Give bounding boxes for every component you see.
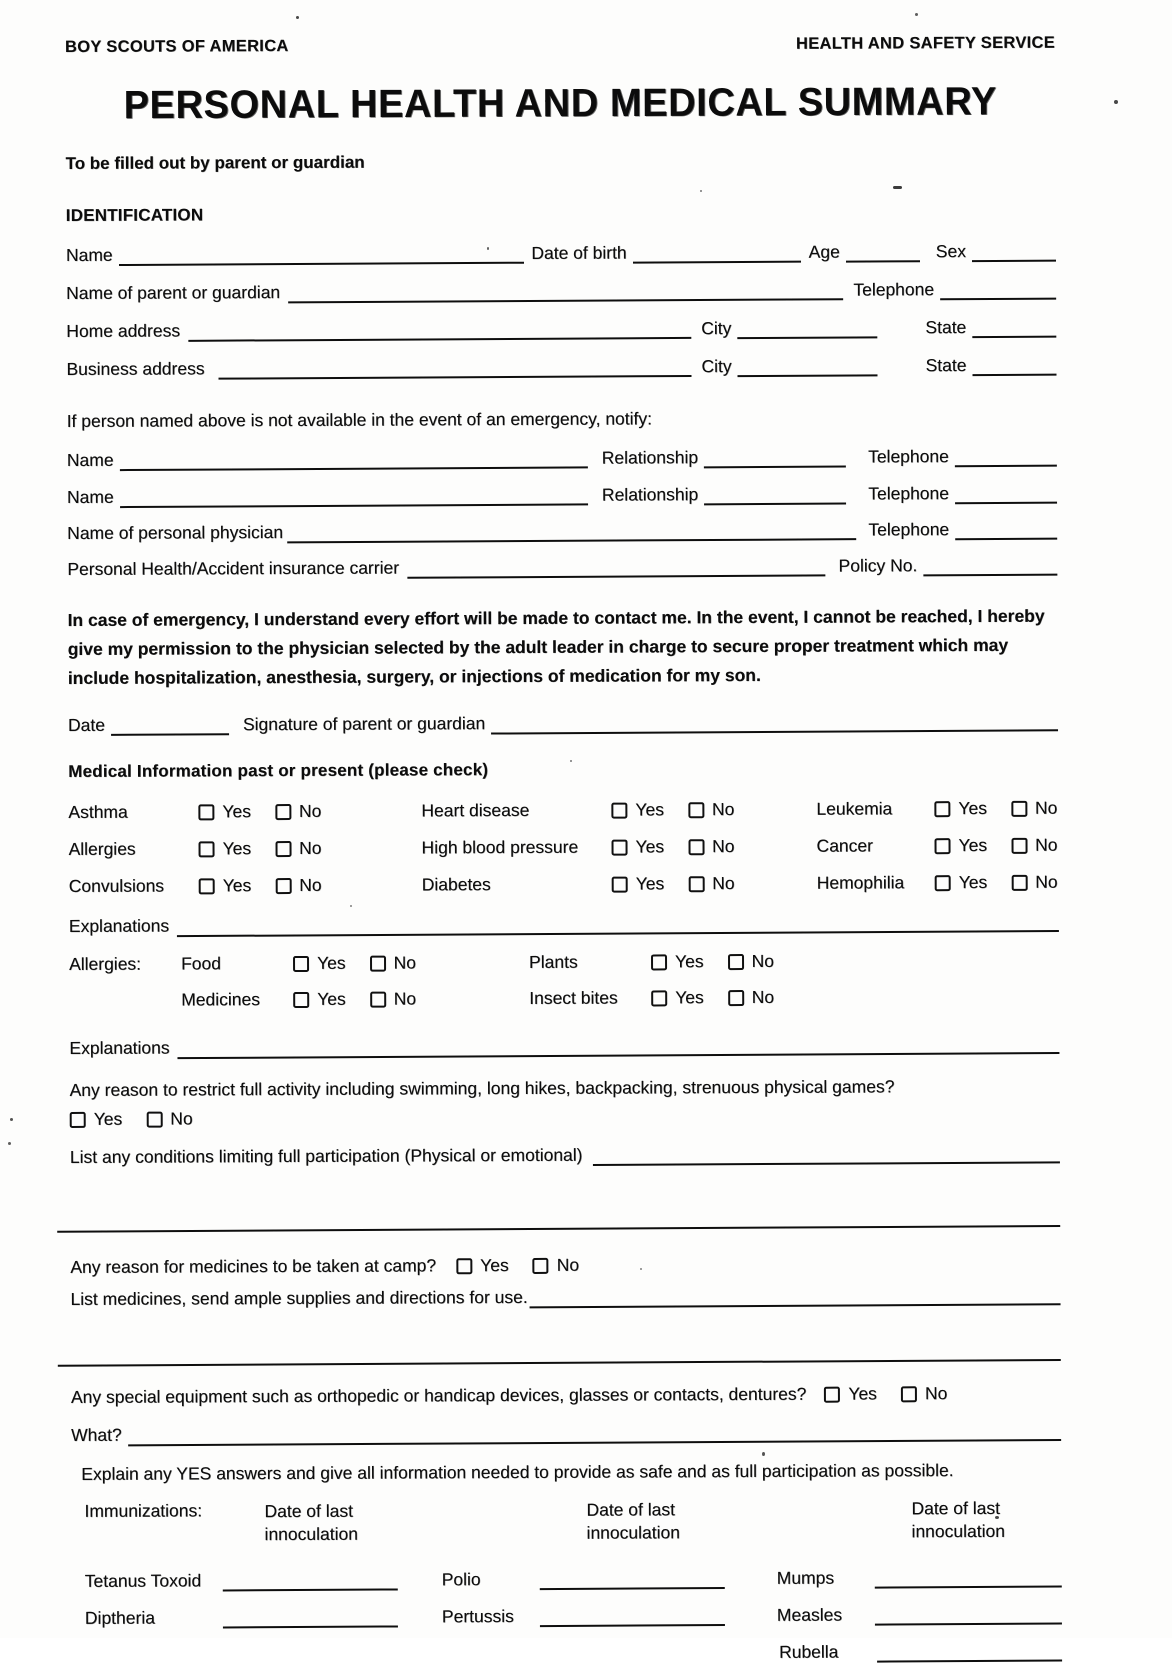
- checkbox-medicines-camp-yes[interactable]: [456, 1258, 472, 1274]
- innoculation-col-header: [264, 1499, 424, 1546]
- checkbox-equipment-no[interactable]: [901, 1386, 917, 1402]
- col-header-line1: Date of last: [264, 1500, 354, 1522]
- explain-note: Explain any YES answers and give all information needed to provide as safe and as full participation as possible.: [81, 1460, 954, 1484]
- service-name: HEALTH AND SAFETY SERVICE: [795, 33, 1056, 53]
- insurance-carrier-line[interactable]: [407, 556, 825, 578]
- immunizations-heading: Immunizations:: [84, 1500, 203, 1521]
- no-label: No: [751, 950, 775, 972]
- no-label: No: [751, 986, 775, 1008]
- equipment-question: Any special equipment such as orthopedic or handicap devices, glasses or contacts, dentures?: [70, 1383, 807, 1407]
- condition-label: Convulsions: [68, 875, 165, 896]
- yes-label: Yes: [316, 952, 346, 973]
- insurance-row: [67, 555, 1057, 580]
- immunization-label: Measles: [776, 1604, 843, 1625]
- insect-bites-yes-no: [651, 987, 774, 1009]
- age-label: Age: [808, 241, 840, 262]
- home-city-line[interactable]: [737, 318, 877, 339]
- yes-label: Yes: [93, 1108, 123, 1129]
- notify2-name-line[interactable]: [120, 485, 588, 508]
- what-line[interactable]: [128, 1421, 1062, 1446]
- no-label: No: [1035, 871, 1058, 892]
- immunization-label: Tetanus Toxoid: [84, 1570, 202, 1591]
- medicines-question-row: [70, 1253, 1060, 1278]
- no-label: No: [712, 836, 735, 857]
- parent-telephone-line[interactable]: [940, 280, 1056, 301]
- explanations-line-1[interactable]: [177, 912, 1059, 937]
- checkbox-restrict-no[interactable]: [146, 1111, 162, 1127]
- food-yes-no: [293, 952, 453, 974]
- telephone-label: Telephone: [868, 446, 949, 467]
- medical-row-1: [68, 798, 1058, 823]
- no-label: No: [1035, 834, 1058, 855]
- name-line[interactable]: [119, 244, 524, 266]
- condition-label: Leukemia: [816, 798, 893, 819]
- checkbox-cancer-yes[interactable]: [934, 838, 950, 854]
- checkbox-heart-disease-no[interactable]: [688, 802, 704, 818]
- allergy-type-label: Food: [180, 953, 221, 974]
- checkbox-equipment-yes[interactable]: [824, 1386, 840, 1402]
- immunizations-header-row: [71, 1497, 1061, 1547]
- innoculation-col-header: [586, 1498, 736, 1545]
- no-label: No: [556, 1254, 580, 1275]
- medicines-list-row: [70, 1285, 1060, 1310]
- immunization-row-2: [72, 1604, 1062, 1629]
- conditions-row: [70, 1143, 1060, 1168]
- notify-name-label: Name: [66, 449, 114, 470]
- checkbox-high-blood-pressure-yes[interactable]: [612, 839, 628, 855]
- immunization-label: Mumps: [776, 1567, 835, 1588]
- immunization-label: Diptheria: [84, 1607, 155, 1628]
- allergies-heading: Allergies:: [68, 953, 142, 974]
- immunization-label: Rubella: [779, 1641, 839, 1662]
- scan-speck: [10, 1118, 13, 1121]
- city-label: City: [701, 318, 732, 339]
- col-header-line1: Date of last: [586, 1499, 676, 1520]
- condition-label: Asthma: [68, 801, 128, 822]
- immunization-row-1: [72, 1567, 1062, 1592]
- checkbox-convulsions-yes[interactable]: [199, 878, 215, 894]
- signature-row: [68, 711, 1058, 736]
- equipment-question-row: [71, 1383, 1061, 1408]
- yes-label: Yes: [222, 801, 251, 822]
- yes-label: Yes: [317, 988, 346, 1009]
- scan-speck: [1114, 100, 1118, 104]
- condition-label: Diabetes: [421, 874, 491, 895]
- explanations-label: Explanations: [69, 1037, 170, 1058]
- diptheria-line[interactable]: [223, 1607, 398, 1628]
- home-address-row: [66, 317, 1056, 342]
- yes-label: Yes: [848, 1383, 877, 1404]
- checkbox-hemophilia-yes[interactable]: [935, 875, 951, 891]
- checkbox-insect-bites-yes[interactable]: [651, 990, 667, 1006]
- explanations-row-2: [69, 1034, 1059, 1059]
- no-label: No: [299, 874, 322, 895]
- innoculation-col-header: [911, 1497, 1005, 1543]
- sex-line[interactable]: [972, 242, 1056, 262]
- dob-label: Date of birth: [531, 242, 627, 263]
- checkbox-plants-no[interactable]: [728, 954, 744, 970]
- tetanus-line[interactable]: [223, 1570, 398, 1591]
- condition-label: Heart disease: [421, 799, 530, 821]
- state-label: State: [925, 355, 967, 376]
- notify1-relationship-line[interactable]: [704, 447, 846, 468]
- restrict-question: Any reason to restrict full activity including swimming, long hikes, backpacking, strenuous physical games?: [69, 1076, 895, 1100]
- checkbox-medicines-yes[interactable]: [293, 991, 309, 1007]
- city-label: City: [701, 356, 732, 377]
- notify1-telephone-line[interactable]: [955, 447, 1057, 468]
- col-header-line2: innoculation: [911, 1520, 1005, 1542]
- checkbox-diabetes-yes[interactable]: [612, 876, 628, 892]
- plants-yes-no: [651, 951, 774, 973]
- insurance-carrier-label: Personal Health/Accident insurance carrier: [67, 557, 400, 579]
- mumps-line[interactable]: [875, 1568, 1062, 1589]
- cancer-yes-no: [934, 835, 1057, 857]
- medicines-camp-yes-no: [456, 1255, 579, 1277]
- no-label: No: [712, 873, 735, 894]
- home-address-label: Home address: [66, 320, 181, 341]
- yes-label: Yes: [675, 987, 704, 1008]
- immunization-label: Pertussis: [441, 1606, 514, 1627]
- allergy-type-label: Plants: [528, 951, 578, 972]
- yes-label: Yes: [222, 875, 252, 896]
- org-name: BOY SCOUTS OF AMERICA: [65, 37, 289, 56]
- yes-label: Yes: [480, 1255, 509, 1276]
- yes-label: Yes: [635, 799, 664, 820]
- explanations-line-2[interactable]: [178, 1034, 1060, 1059]
- explanations-row-1: [69, 912, 1059, 937]
- equipment-yes-no: [824, 1383, 947, 1405]
- name-label: Name: [65, 244, 113, 265]
- yes-label: Yes: [674, 951, 704, 972]
- parent-name-label: Name of parent or guardian: [66, 282, 281, 303]
- physician-name-line[interactable]: [287, 520, 856, 543]
- medical-heading: Medical Information past or present (please check): [68, 760, 489, 781]
- condition-label: Allergies: [68, 838, 136, 859]
- date-label: Date: [67, 714, 106, 735]
- restrict-yes-no: [70, 1105, 1060, 1130]
- age-line[interactable]: [846, 242, 920, 262]
- explanations-label: Explanations: [68, 915, 170, 936]
- heart-disease-yes-no: [611, 799, 751, 821]
- no-label: No: [711, 799, 735, 820]
- business-state-line[interactable]: [972, 356, 1056, 376]
- checkbox-diabetes-no[interactable]: [688, 876, 704, 892]
- business-city-line[interactable]: [738, 356, 878, 377]
- no-label: No: [170, 1108, 193, 1129]
- notify-name-label: Name: [66, 486, 114, 507]
- no-label: No: [298, 800, 322, 821]
- checkbox-allergies-yes[interactable]: [199, 841, 215, 857]
- yes-label: Yes: [222, 838, 252, 859]
- physician-label: Name of personal physician: [67, 522, 284, 543]
- no-label: No: [924, 1383, 948, 1404]
- business-address-label: Business address: [66, 358, 205, 379]
- home-state-line[interactable]: [972, 318, 1056, 338]
- notify-row-2: [67, 483, 1057, 508]
- page-title: PERSONAL HEALTH AND MEDICAL SUMMARY: [123, 80, 997, 128]
- conditions-label: List any conditions limiting full participation (Physical or emotional): [69, 1144, 583, 1167]
- scan-speck: [915, 13, 918, 16]
- consent-lead: In case of emergency,: [67, 609, 250, 630]
- medicines-list-line-2[interactable]: [58, 1341, 1061, 1367]
- checkbox-convulsions-no[interactable]: [275, 878, 291, 894]
- diabetes-yes-no: [612, 873, 752, 895]
- checkbox-heart-disease-yes[interactable]: [611, 802, 627, 818]
- pertussis-line[interactable]: [540, 1606, 725, 1627]
- allergy-row-1: [69, 950, 1059, 975]
- signature-line[interactable]: [491, 711, 1058, 734]
- yes-label: Yes: [958, 797, 987, 819]
- leukemia-yes-no: [934, 798, 1057, 820]
- telephone-label: Telephone: [853, 279, 935, 300]
- allergy-type-label: Insect bites: [529, 987, 618, 1008]
- checkbox-plants-yes[interactable]: [651, 954, 667, 970]
- what-label: What?: [71, 1424, 122, 1445]
- polio-line[interactable]: [540, 1569, 725, 1590]
- checkbox-leukemia-no[interactable]: [1011, 800, 1027, 816]
- measles-line[interactable]: [875, 1605, 1062, 1626]
- col-header-line2: innoculation: [264, 1523, 358, 1545]
- relationship-label: Relationship: [601, 447, 699, 468]
- no-label: No: [299, 837, 322, 858]
- physician-telephone-line[interactable]: [955, 520, 1057, 541]
- checkbox-medicines-camp-no[interactable]: [533, 1257, 549, 1273]
- medicines-yes-no: [293, 988, 453, 1010]
- medical-row-3: [69, 872, 1059, 897]
- state-label: State: [925, 317, 967, 338]
- checkbox-hemophilia-no[interactable]: [1011, 874, 1027, 890]
- checkbox-cancer-no[interactable]: [1011, 837, 1027, 853]
- allergies-yes-no: [198, 838, 348, 860]
- medical-row-2: [68, 835, 1058, 860]
- checkbox-allergies-no[interactable]: [275, 841, 291, 857]
- checkbox-high-blood-pressure-no[interactable]: [688, 839, 704, 855]
- consent-paragraph: [67, 602, 1057, 693]
- conditions-line[interactable]: [592, 1143, 1060, 1166]
- yes-label: Yes: [958, 834, 988, 856]
- signature-label: Signature of parent or guardian: [242, 713, 486, 735]
- consent-body: I understand every effort will be made to contact me. In the event, I cannot be reached, I hereby give my permission to the physician selected by the adult leader in charge to secure proper treatment which may include hospitalization, anesthesia, surgery, or injections of medication for my son.: [67, 605, 1045, 688]
- medicines-list-line[interactable]: [530, 1285, 1061, 1308]
- checkbox-asthma-yes[interactable]: [198, 804, 214, 820]
- condition-label: Cancer: [816, 835, 873, 856]
- parent-row: [66, 279, 1056, 304]
- high-blood-pressure-yes-no: [611, 836, 751, 858]
- name-row: [66, 241, 1056, 266]
- condition-label: High blood pressure: [421, 836, 579, 858]
- form-subtitle: To be filled out by parent or guardian: [65, 152, 365, 173]
- no-label: No: [393, 952, 417, 973]
- no-label: No: [393, 988, 417, 1009]
- no-label: No: [1034, 797, 1058, 818]
- checkbox-leukemia-yes[interactable]: [934, 801, 950, 817]
- checkbox-asthma-no[interactable]: [275, 804, 291, 820]
- notify2-relationship-line[interactable]: [704, 484, 846, 505]
- conditions-line-2[interactable]: [57, 1207, 1060, 1233]
- allergy-type-label: Medicines: [181, 989, 261, 1010]
- parent-name-line[interactable]: [288, 280, 843, 303]
- scan-speck: [296, 16, 299, 19]
- scan-speck: [8, 1142, 11, 1145]
- medicines-list-label: List medicines, send ample supplies and directions for use.: [70, 1286, 528, 1309]
- notify2-telephone-line[interactable]: [955, 484, 1057, 505]
- hemophilia-yes-no: [935, 872, 1058, 894]
- sex-label: Sex: [935, 241, 966, 262]
- business-address-row: [66, 355, 1056, 380]
- immunization-row-3: [72, 1641, 1062, 1666]
- checkbox-restrict-yes[interactable]: [70, 1111, 86, 1127]
- business-address-line[interactable]: [219, 357, 692, 380]
- physician-row: [67, 519, 1057, 544]
- dob-line[interactable]: [633, 243, 801, 264]
- checkbox-food-no[interactable]: [370, 955, 386, 971]
- policy-no-label: Policy No.: [838, 555, 918, 576]
- asthma-yes-no: [198, 801, 348, 823]
- medicines-question: Any reason for medicines to be taken at camp?: [70, 1255, 437, 1277]
- notify1-name-line[interactable]: [119, 448, 587, 471]
- yes-label: Yes: [635, 836, 665, 857]
- checkbox-food-yes[interactable]: [293, 955, 309, 971]
- what-row: [71, 1421, 1061, 1446]
- yes-label: Yes: [635, 873, 665, 894]
- immunization-label: Polio: [441, 1569, 481, 1590]
- col-header-line1: Date of last: [911, 1497, 1000, 1519]
- checkbox-medicines-no[interactable]: [370, 991, 386, 1007]
- policy-no-line[interactable]: [923, 556, 1057, 577]
- yes-label: Yes: [958, 871, 988, 893]
- col-header-line2: innoculation: [586, 1522, 680, 1543]
- identification-heading: IDENTIFICATION: [65, 205, 204, 225]
- checkbox-insect-bites-no[interactable]: [728, 990, 744, 1006]
- telephone-label: Telephone: [868, 519, 950, 540]
- notify-row-1: [67, 446, 1057, 471]
- rubella-line[interactable]: [877, 1642, 1062, 1663]
- allergy-row-2: [69, 986, 1059, 1011]
- convulsions-yes-no: [199, 875, 349, 897]
- home-address-line[interactable]: [188, 319, 691, 342]
- notify-intro: If person named above is not available in the event of an emergency, notify:: [66, 408, 653, 431]
- relationship-label: Relationship: [601, 484, 699, 505]
- date-line[interactable]: [111, 715, 229, 736]
- condition-label: Hemophilia: [816, 872, 905, 893]
- telephone-label: Telephone: [868, 483, 950, 504]
- page-header: [65, 34, 1055, 57]
